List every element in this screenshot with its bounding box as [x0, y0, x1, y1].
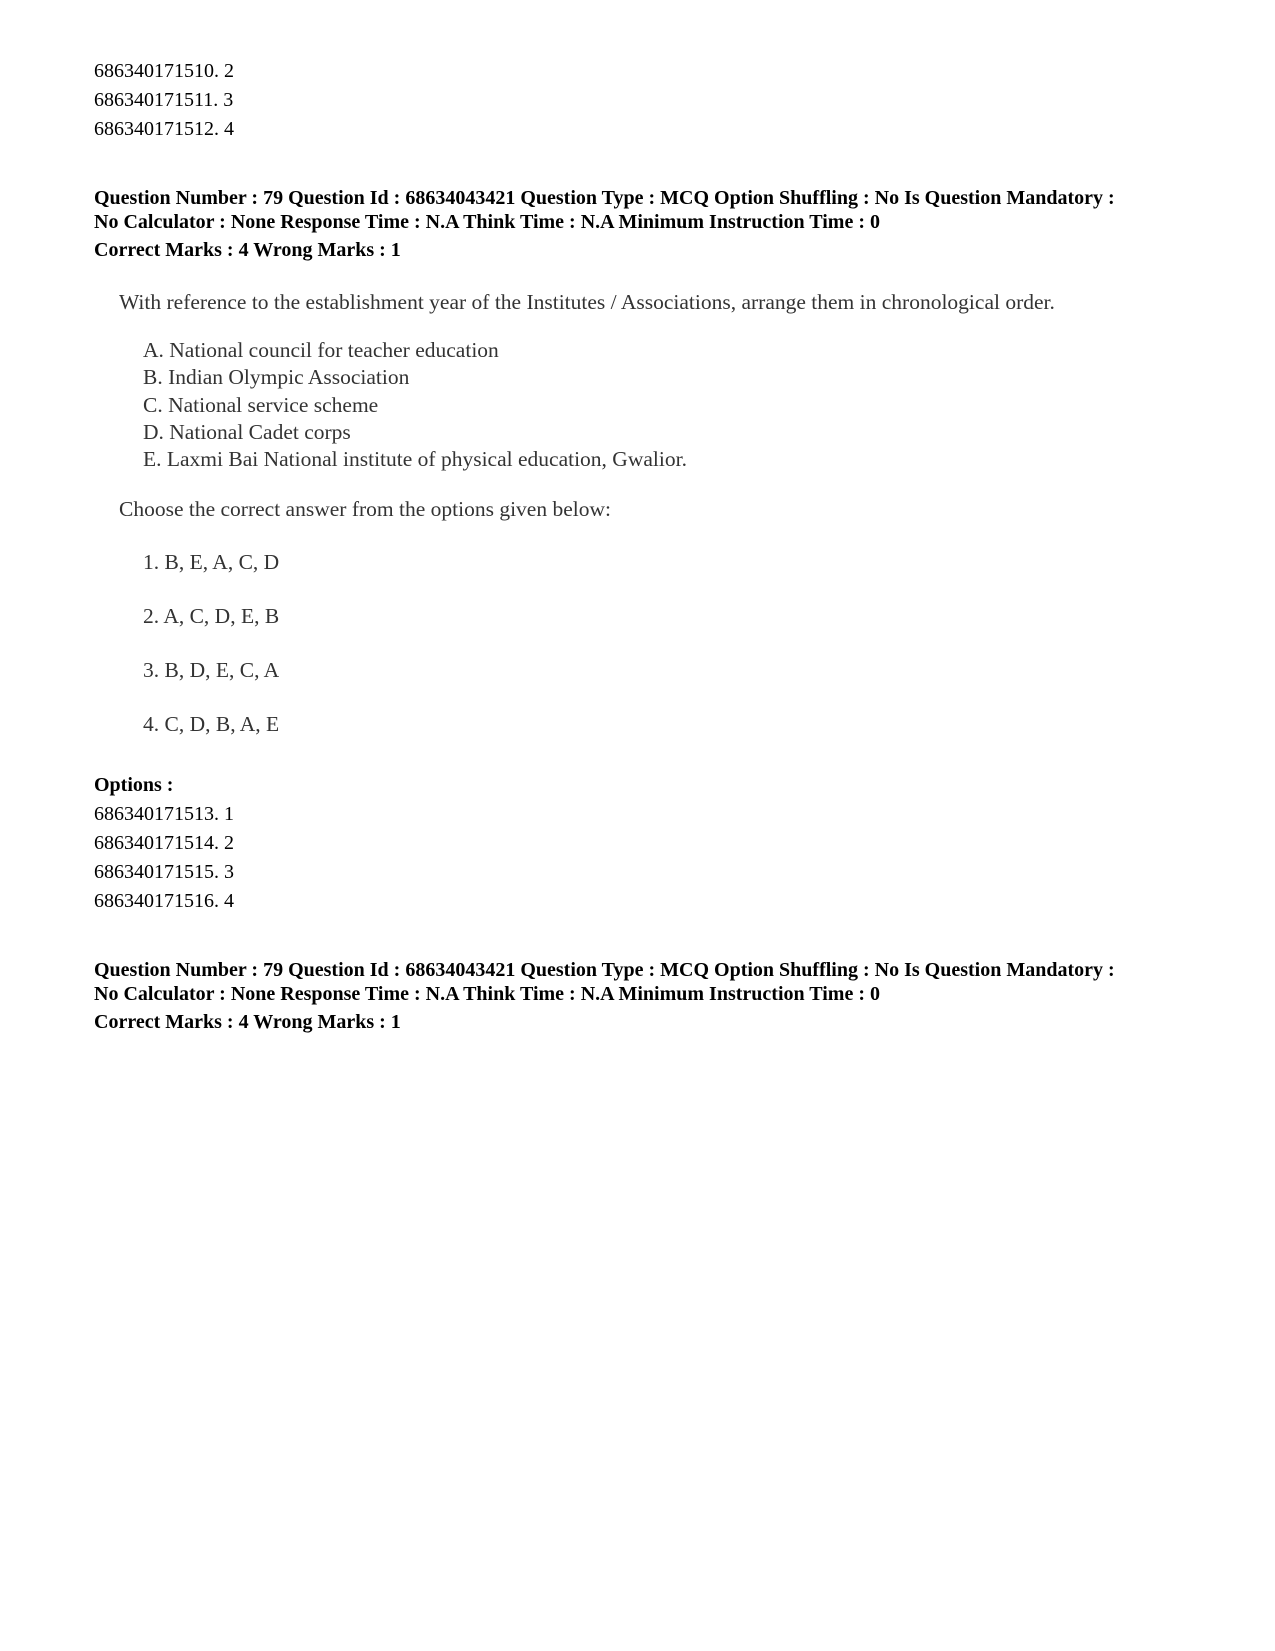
question-choice: 4. C, D, B, A, E [143, 712, 280, 736]
question-item: E. Laxmi Bai National institute of physical education, Gwalior. [143, 447, 687, 471]
question-choice: 1. B, E, A, C, D [143, 550, 280, 574]
question-item: D. National Cadet corps [143, 420, 351, 444]
prev-option-line: 686340171510. 2 [94, 60, 234, 82]
question-item: C. National service scheme [143, 393, 379, 417]
question-meta-line2: No Calculator : None Response Time : N.A Think Time : N.A Minimum Instruction Time : 0 [94, 211, 880, 233]
option-line: 686340171513. 1 [94, 803, 234, 825]
question-marks: Correct Marks : 4 Wrong Marks : 1 [94, 239, 401, 261]
question-item: A. National council for teacher education [143, 338, 499, 362]
question-item: B. Indian Olympic Association [143, 365, 410, 389]
question-choice: 3. B, D, E, C, A [143, 658, 280, 682]
question-meta-line1: Question Number : 79 Question Id : 68634043421 Question Type : MCQ Option Shuffling : No Is Question Mandatory : [94, 187, 1115, 209]
option-line: 686340171515. 3 [94, 861, 234, 883]
question-choice: 2. A, C, D, E, B [143, 604, 280, 628]
question-meta-line2: No Calculator : None Response Time : N.A Think Time : N.A Minimum Instruction Time : 0 [94, 983, 880, 1005]
option-line: 686340171516. 4 [94, 890, 234, 912]
option-line: 686340171514. 2 [94, 832, 234, 854]
question-stem: With reference to the establishment year of the Institutes / Associations, arrange them in chronological order. [119, 290, 1055, 314]
prev-option-line: 686340171512. 4 [94, 118, 234, 140]
question-instruction: Choose the correct answer from the options given below: [119, 497, 611, 521]
prev-option-line: 686340171511. 3 [94, 89, 234, 111]
options-label: Options : [94, 774, 174, 796]
question-marks: Correct Marks : 4 Wrong Marks : 1 [94, 1011, 401, 1033]
question-meta-line1: Question Number : 79 Question Id : 68634043421 Question Type : MCQ Option Shuffling : No Is Question Mandatory : [94, 959, 1115, 981]
